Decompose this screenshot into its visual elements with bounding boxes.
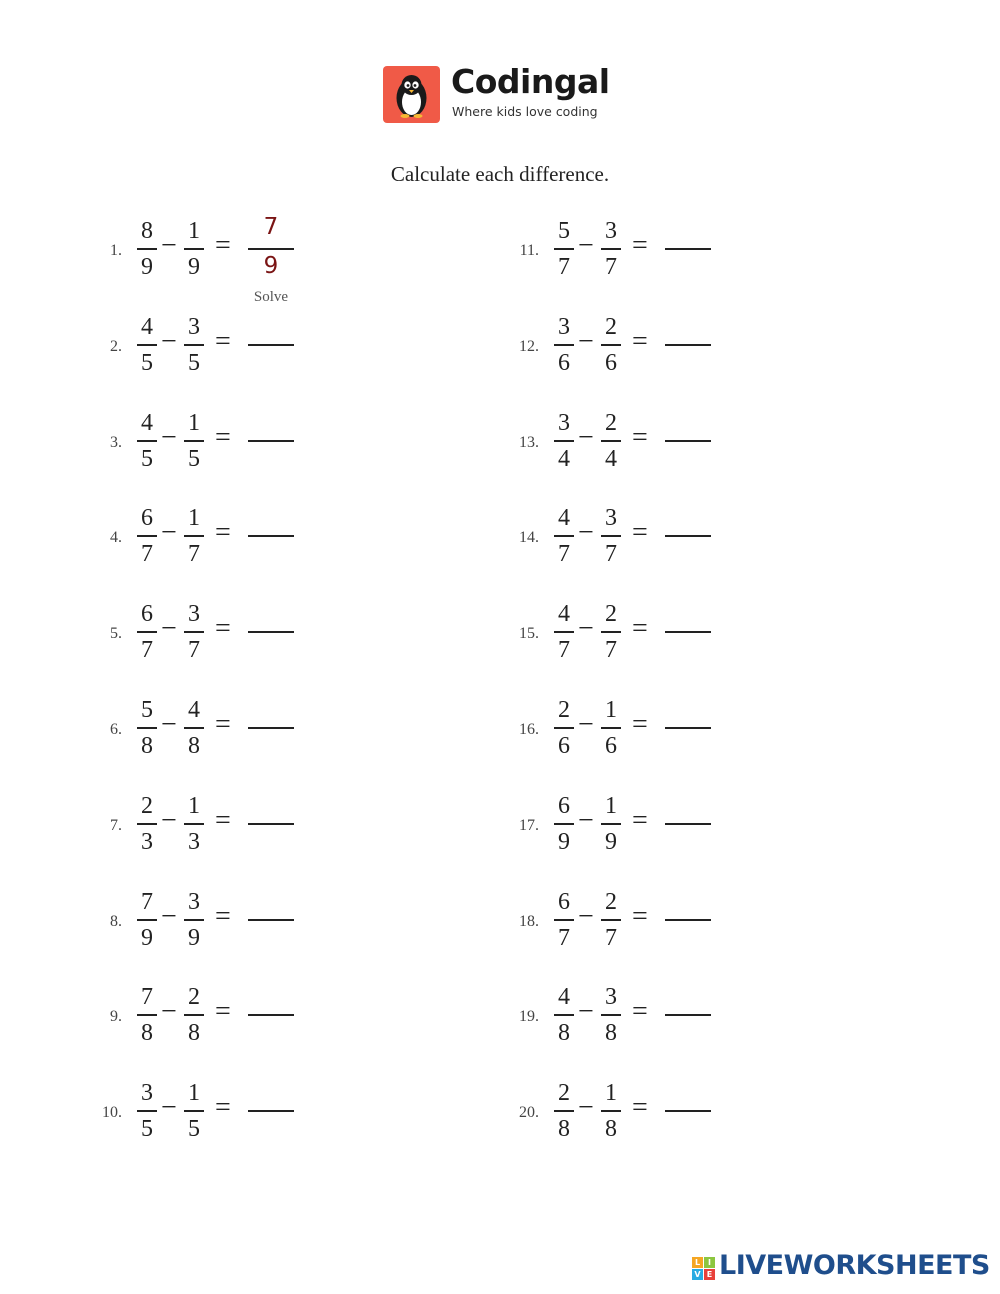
answer-line xyxy=(665,535,711,537)
problem-item xyxy=(100,791,360,871)
problem-item xyxy=(100,312,360,392)
brand-name: Codingal xyxy=(451,62,610,101)
minus-sign: − xyxy=(161,804,177,836)
fraction-bar xyxy=(554,1014,574,1016)
minuend-fraction xyxy=(554,695,574,761)
numerator: 3 xyxy=(558,313,570,340)
fraction-bar xyxy=(554,727,574,729)
minus-sign: − xyxy=(161,230,177,261)
denominator: 8 xyxy=(558,1116,570,1143)
minuend-fraction xyxy=(137,982,157,1048)
minuend-fraction xyxy=(554,312,574,378)
liveworksheets-logo xyxy=(692,1250,992,1283)
numerator: 1 xyxy=(188,409,200,436)
fraction-bar xyxy=(184,535,204,537)
problem-number: 16. xyxy=(519,721,539,738)
answer-line xyxy=(665,440,711,442)
fraction-bar xyxy=(137,344,157,346)
numerator: 2 xyxy=(141,792,153,819)
fraction-bar xyxy=(137,631,157,633)
numerator: 3 xyxy=(188,601,200,628)
denominator: 8 xyxy=(188,733,200,759)
numerator: 8 xyxy=(141,218,153,244)
problem-number: 13. xyxy=(519,433,539,451)
problem-item xyxy=(517,887,777,967)
denominator: 4 xyxy=(605,445,617,472)
problem-number: 3. xyxy=(110,433,122,451)
minus-sign: − xyxy=(578,230,594,261)
minuend-fraction xyxy=(554,791,574,857)
numerator: 2 xyxy=(558,697,570,723)
subtrahend-fraction xyxy=(184,982,204,1048)
fraction-bar xyxy=(554,440,574,442)
fraction-bar xyxy=(137,823,157,825)
fraction-bar xyxy=(601,1014,621,1016)
fraction-bar xyxy=(554,919,574,921)
numerator: 1 xyxy=(605,697,617,723)
minus-sign: − xyxy=(578,996,594,1028)
problem-item xyxy=(517,216,777,296)
denominator: 7 xyxy=(558,254,570,280)
answer-line xyxy=(248,1014,294,1016)
answer-line xyxy=(248,535,294,537)
problem-item xyxy=(517,695,777,775)
fraction-bar xyxy=(184,248,204,250)
denominator: 5 xyxy=(188,445,200,472)
equals-sign: = xyxy=(632,325,648,357)
minuend-fraction xyxy=(554,408,574,474)
subtrahend-fraction xyxy=(601,887,621,953)
answer-line xyxy=(665,727,711,729)
equals-sign: = xyxy=(215,517,231,549)
denominator: 6 xyxy=(605,349,617,376)
denominator: 8 xyxy=(605,1020,617,1047)
numerator: 4 xyxy=(141,313,153,340)
subtrahend-fraction xyxy=(601,982,621,1048)
problem-number: 14. xyxy=(519,529,539,547)
denominator: 7 xyxy=(605,637,617,664)
minus-sign: − xyxy=(161,325,177,357)
subtrahend-fraction xyxy=(601,695,621,761)
problem-item xyxy=(517,408,777,488)
fraction-bar xyxy=(554,535,574,537)
problem-item xyxy=(517,312,777,392)
numerator: 4 xyxy=(141,409,153,436)
numerator: 2 xyxy=(605,888,617,915)
minus-sign: − xyxy=(578,1092,594,1124)
minus-sign: − xyxy=(161,613,177,645)
answer-line xyxy=(665,344,711,346)
minus-sign: − xyxy=(161,709,177,740)
fraction-bar xyxy=(184,631,204,633)
denominator: 7 xyxy=(188,541,200,568)
fraction-bar xyxy=(137,919,157,921)
numerator: 1 xyxy=(605,792,617,819)
equals-sign: = xyxy=(632,1092,648,1124)
equals-sign: = xyxy=(215,709,231,740)
numerator: 1 xyxy=(188,1080,200,1107)
minus-sign: − xyxy=(161,900,177,932)
subtrahend-fraction xyxy=(184,1078,204,1144)
minus-sign: − xyxy=(161,517,177,549)
fraction-bar xyxy=(184,344,204,346)
numerator: 3 xyxy=(188,888,200,915)
denominator: 9 xyxy=(141,254,153,280)
minus-sign: − xyxy=(578,517,594,549)
fraction-bar xyxy=(601,440,621,442)
problem-number: 12. xyxy=(519,337,539,355)
numerator: 5 xyxy=(141,697,153,723)
fraction-bar xyxy=(554,823,574,825)
minuend-fraction xyxy=(554,503,574,569)
numerator: 3 xyxy=(605,984,617,1011)
numerator: 3 xyxy=(558,409,570,436)
minus-sign: − xyxy=(578,613,594,645)
subtrahend-fraction xyxy=(601,216,621,282)
lw-mark-letter: L xyxy=(692,1257,703,1268)
subtrahend-fraction xyxy=(184,791,204,857)
denominator: 9 xyxy=(188,924,200,951)
denominator: 7 xyxy=(605,541,617,568)
denominator: 6 xyxy=(558,733,570,759)
numerator: 1 xyxy=(188,505,200,532)
problem-number: 20. xyxy=(519,1104,539,1122)
problem-number: 18. xyxy=(519,912,539,930)
denominator: 5 xyxy=(141,349,153,376)
problem-number: 4. xyxy=(110,529,122,547)
minuend-fraction xyxy=(137,216,157,282)
numerator: 6 xyxy=(558,888,570,915)
fraction-bar xyxy=(137,440,157,442)
subtrahend-fraction xyxy=(601,599,621,665)
denominator: 9 xyxy=(605,828,617,855)
fraction-bar xyxy=(601,248,621,250)
brand-tagline: Where kids love coding xyxy=(452,104,598,119)
answer-numerator: 7 xyxy=(263,214,279,240)
numerator: 2 xyxy=(558,1080,570,1107)
problem-number: 11. xyxy=(519,242,539,259)
fraction-bar xyxy=(184,1014,204,1016)
subtrahend-fraction xyxy=(601,503,621,569)
answer-line xyxy=(248,248,294,250)
problem-number: 15. xyxy=(519,625,539,643)
problem-item xyxy=(100,887,360,967)
instruction-text: Calculate each difference. xyxy=(390,162,610,186)
fraction-bar xyxy=(554,344,574,346)
numerator: 2 xyxy=(605,313,617,340)
subtrahend-fraction xyxy=(184,887,204,953)
answer-line xyxy=(248,823,294,825)
minuend-fraction xyxy=(554,216,574,282)
problem-item xyxy=(517,1078,777,1158)
equals-sign: = xyxy=(632,804,648,836)
numerator: 1 xyxy=(188,218,200,244)
problem-number: 5. xyxy=(110,625,122,643)
liveworksheets-wordmark: LIVEWORKSHEETS xyxy=(719,1250,990,1281)
minus-sign: − xyxy=(578,804,594,836)
minuend-fraction xyxy=(137,1078,157,1144)
answer-line xyxy=(248,1110,294,1112)
fraction-bar xyxy=(137,727,157,729)
denominator: 7 xyxy=(188,637,200,664)
minus-sign: − xyxy=(578,900,594,932)
denominator: 3 xyxy=(188,828,200,855)
answer-line xyxy=(248,727,294,729)
fraction-bar xyxy=(184,919,204,921)
problem-item xyxy=(100,982,360,1062)
problem-number: 17. xyxy=(519,816,539,834)
minuend-fraction xyxy=(137,599,157,665)
equals-sign: = xyxy=(632,517,648,549)
fraction-bar xyxy=(554,1110,574,1112)
minus-sign: − xyxy=(578,421,594,453)
minus-sign: − xyxy=(161,421,177,453)
minus-sign: − xyxy=(578,709,594,740)
denominator: 6 xyxy=(558,349,570,376)
codingal-logo xyxy=(383,62,643,124)
answer-line xyxy=(665,823,711,825)
denominator: 3 xyxy=(141,828,153,855)
denominator: 7 xyxy=(141,637,153,664)
equals-sign: = xyxy=(215,613,231,645)
answer-line xyxy=(665,248,711,250)
subtrahend-fraction xyxy=(601,408,621,474)
equals-sign: = xyxy=(215,1092,231,1124)
minuend-fraction xyxy=(137,408,157,474)
problem-item xyxy=(100,408,360,488)
fraction-bar xyxy=(601,823,621,825)
numerator: 6 xyxy=(558,792,570,819)
equals-sign: = xyxy=(215,900,231,932)
fraction-bar xyxy=(601,919,621,921)
problem-item xyxy=(100,503,360,583)
subtrahend-fraction xyxy=(601,1078,621,1144)
equals-sign: = xyxy=(632,613,648,645)
equals-sign: = xyxy=(632,230,648,261)
denominator: 6 xyxy=(605,733,617,759)
problem-number: 19. xyxy=(519,1008,539,1026)
minuend-fraction xyxy=(554,1078,574,1144)
minus-sign: − xyxy=(161,996,177,1028)
answer-line xyxy=(248,440,294,442)
problem-item xyxy=(517,599,777,679)
numerator: 4 xyxy=(558,984,570,1011)
problem-number: 10. xyxy=(102,1104,122,1122)
answer-line xyxy=(665,631,711,633)
subtrahend-fraction xyxy=(184,408,204,474)
subtrahend-fraction xyxy=(184,695,204,761)
answer-line xyxy=(665,919,711,921)
fraction-bar xyxy=(601,631,621,633)
numerator: 5 xyxy=(558,218,570,244)
problem-item xyxy=(100,1078,360,1158)
answer-line xyxy=(248,631,294,633)
denominator: 7 xyxy=(558,541,570,568)
denominator: 8 xyxy=(558,1020,570,1047)
minuend-fraction xyxy=(554,599,574,665)
problem-number: 2. xyxy=(110,337,122,355)
problem-item xyxy=(517,791,777,871)
answer-line xyxy=(248,344,294,346)
minus-sign: − xyxy=(161,1092,177,1124)
fraction-bar xyxy=(184,823,204,825)
numerator: 7 xyxy=(141,984,153,1011)
equals-sign: = xyxy=(632,709,648,740)
numerator: 2 xyxy=(605,409,617,436)
fraction-bar xyxy=(184,727,204,729)
fraction-bar xyxy=(137,1014,157,1016)
fraction-bar xyxy=(137,535,157,537)
numerator: 3 xyxy=(605,218,617,244)
numerator: 2 xyxy=(188,984,200,1011)
equals-sign: = xyxy=(215,421,231,453)
lw-mark-letter: I xyxy=(704,1257,715,1268)
problem-number: 1. xyxy=(110,242,122,259)
problem-item xyxy=(100,599,360,679)
subtrahend-fraction xyxy=(184,599,204,665)
fraction-bar xyxy=(601,535,621,537)
denominator: 8 xyxy=(141,1020,153,1047)
numerator: 4 xyxy=(558,601,570,628)
numerator: 7 xyxy=(141,888,153,915)
denominator: 5 xyxy=(141,445,153,472)
problem-number: 8. xyxy=(110,912,122,930)
solve-button[interactable]: Solve xyxy=(253,289,289,305)
fraction-bar xyxy=(554,631,574,633)
numerator: 3 xyxy=(605,505,617,532)
equals-sign: = xyxy=(632,900,648,932)
denominator: 8 xyxy=(188,1020,200,1047)
fraction-bar xyxy=(184,1110,204,1112)
denominator: 4 xyxy=(558,445,570,472)
numerator: 3 xyxy=(188,313,200,340)
equals-sign: = xyxy=(215,804,231,836)
numerator: 1 xyxy=(605,1080,617,1107)
fraction-bar xyxy=(601,727,621,729)
minuend-fraction xyxy=(137,312,157,378)
answer-line xyxy=(665,1014,711,1016)
equals-sign: = xyxy=(632,421,648,453)
denominator: 5 xyxy=(188,349,200,376)
numerator: 4 xyxy=(558,505,570,532)
numerator: 1 xyxy=(188,792,200,819)
lw-mark-letter: V xyxy=(692,1269,703,1280)
denominator: 9 xyxy=(558,828,570,855)
equals-sign: = xyxy=(215,325,231,357)
denominator: 9 xyxy=(188,254,200,280)
numerator: 3 xyxy=(141,1080,153,1107)
denominator: 7 xyxy=(605,254,617,280)
fraction-bar xyxy=(554,248,574,250)
denominator: 8 xyxy=(605,1116,617,1143)
fraction-bar xyxy=(601,1110,621,1112)
answer-line xyxy=(248,919,294,921)
subtrahend-fraction xyxy=(184,312,204,378)
problem-item xyxy=(100,214,360,305)
minus-sign: − xyxy=(578,325,594,357)
numerator: 4 xyxy=(188,697,200,723)
denominator: 9 xyxy=(141,924,153,951)
equals-sign: = xyxy=(632,996,648,1028)
fraction-bar xyxy=(137,248,157,250)
minuend-fraction xyxy=(137,791,157,857)
subtrahend-fraction xyxy=(601,791,621,857)
denominator: 7 xyxy=(558,637,570,664)
equals-sign: = xyxy=(215,230,231,261)
fraction-bar xyxy=(601,344,621,346)
fraction-bar xyxy=(184,440,204,442)
numerator: 6 xyxy=(141,505,153,532)
problem-number: 7. xyxy=(110,816,122,834)
subtrahend-fraction xyxy=(184,216,204,282)
liveworksheets-mark-icon xyxy=(692,1257,716,1281)
problem-number: 9. xyxy=(110,1008,122,1026)
denominator: 7 xyxy=(558,924,570,951)
denominator: 5 xyxy=(141,1116,153,1143)
subtrahend-fraction xyxy=(184,503,204,569)
subtrahend-fraction xyxy=(601,312,621,378)
equals-sign: = xyxy=(215,996,231,1028)
lw-mark-letter: E xyxy=(704,1269,715,1280)
minuend-fraction xyxy=(137,695,157,761)
answer-line xyxy=(665,1110,711,1112)
problem-item xyxy=(100,695,360,775)
numerator: 2 xyxy=(605,601,617,628)
minuend-fraction xyxy=(554,982,574,1048)
minuend-fraction xyxy=(137,503,157,569)
denominator: 7 xyxy=(141,541,153,568)
problem-number: 6. xyxy=(110,721,122,738)
numerator: 6 xyxy=(141,601,153,628)
denominator: 7 xyxy=(605,924,617,951)
denominator: 5 xyxy=(188,1116,200,1143)
problem-item xyxy=(517,982,777,1062)
penguin-icon xyxy=(383,66,440,123)
problem-item xyxy=(517,503,777,583)
minuend-fraction xyxy=(137,887,157,953)
fraction-bar xyxy=(137,1110,157,1112)
denominator: 8 xyxy=(141,733,153,759)
answer-denominator: 9 xyxy=(263,253,279,279)
minuend-fraction xyxy=(554,887,574,953)
